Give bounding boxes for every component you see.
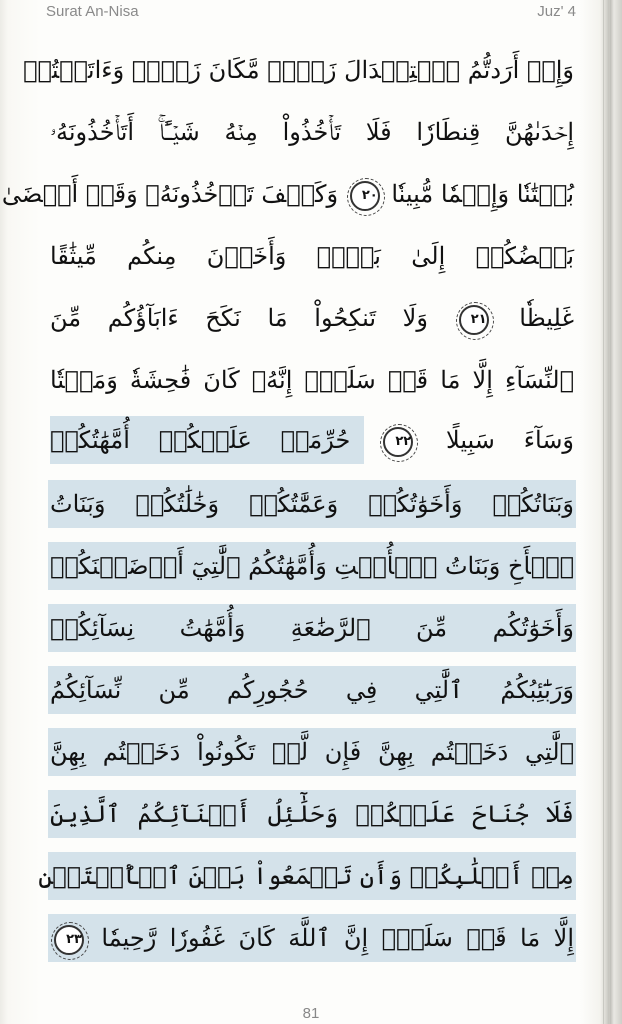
page-edge [603,0,604,1024]
highlighted-line[interactable]: وَأَخَوَٰتُكُم مِّنَ ٱلرَّضَٰعَةِ وَأُمَّهَٰتُ نِسَآئِكُمۡ [48,604,576,652]
highlighted-line[interactable]: وَرَبَٰٓئِبُكُمُ ٱلَّٰتِي فِي حُجُورِكُم مِّن نِّسَآئِكُمُ [48,666,576,714]
juz-label: Juz' 4 [537,3,576,20]
verse-number-marker: ٢٢ [383,427,413,457]
text-line[interactable]: وَإِنۡ أَرَدتُّمُ ٱسۡتِبۡدَالَ زَوۡجٖ مَّكَانَ زَوۡجٖ وَءَاتَيۡتُمۡ [23,56,574,84]
text-line[interactable]: بَعۡضُكُمۡ إِلَىٰ بَعۡضٖ وَأَخَذۡنَ مِنكُم مِّيثَٰقًا [50,242,574,270]
highlighted-line[interactable]: ٱلۡأَخِ وَبَنَاتُ ٱلۡأُخۡتِ وَأُمَّهَٰتُكُمُ ٱلَّٰتِيٓ أَرۡضَعۡنَكُمۡ [48,542,576,590]
surah-title: Surat An-Nisa [46,3,139,20]
text-line[interactable]: ٱلنِّسَآءِ إِلَّا مَا قَدۡ سَلَفَۚ إِنَّهُۥ كَانَ فَٰحِشَةٗ وَمَقۡتٗا [50,366,574,394]
page-number: 81 [302,1005,320,1022]
highlighted-line[interactable]: وَبَنَاتُكُمۡ وَأَخَوَٰتُكُمۡ وَعَمَّٰتُكُمۡ وَخَٰلَٰتُكُمۡ وَبَنَاتُ [48,480,576,528]
highlighted-line[interactable]: ٱلَّٰتِي دَخَلۡتُم بِهِنَّ فَإِن لَّمۡ تَكُونُواْ دَخَلۡتُم بِهِنَّ [48,728,576,776]
highlighted-line[interactable]: فَلَا جُنَاحَ عَلَيۡكُمۡ وَحَلَٰٓئِلُ أَبۡنَآئِكُمُ ٱلَّذِينَ [48,790,576,838]
text-line[interactable]: غَلِيظٗا ٢١ وَلَا تَنكِحُواْ مَا نَكَحَ ءَابَآؤُكُم مِّنَ [48,294,576,342]
text-line[interactable] [1,170,576,218]
page-edge [609,0,610,1024]
verse-number-marker: ٢١ [459,305,489,335]
text-line[interactable]: إِحۡدَىٰهُنَّ قِنطَارٗا فَلَا تَأۡخُذُواْ مِنۡهُ شَيۡـًٔاۚ أَتَأۡخُذُونَهُۥ [50,118,574,146]
highlighted-line[interactable]: مِنۡ أَصۡلَٰبِكُمۡ وَأَن تَجۡمَعُواْ بَيۡنَ ٱلۡأُخۡتَيۡنِ [48,852,576,900]
highlighted-line[interactable]: إِلَّا مَا قَدۡ سَلَفَۗ إِنَّ ٱللَّهَ كَانَ غَفُورٗا رَّحِيمٗا ٢٣ [48,914,576,962]
verse-line-20: بُهۡتَٰنٗا وَإِثۡمٗا مُّبِينٗا ٢٠ وَكَيۡفَ تَأۡخُذُونَهُۥ وَقَدۡ أَفۡضَىٰ [50,170,574,218]
verse-number-marker: ٢٣ [54,925,84,955]
verse-number-marker: ٢٠ [350,181,380,211]
text-line-partial-highlight[interactable]: وَسَآءَ سَبِيلًا ٢٢ حُرِّمَتۡ عَلَيۡكُمۡ أُمَّهَٰتُكُمۡ [48,416,576,464]
